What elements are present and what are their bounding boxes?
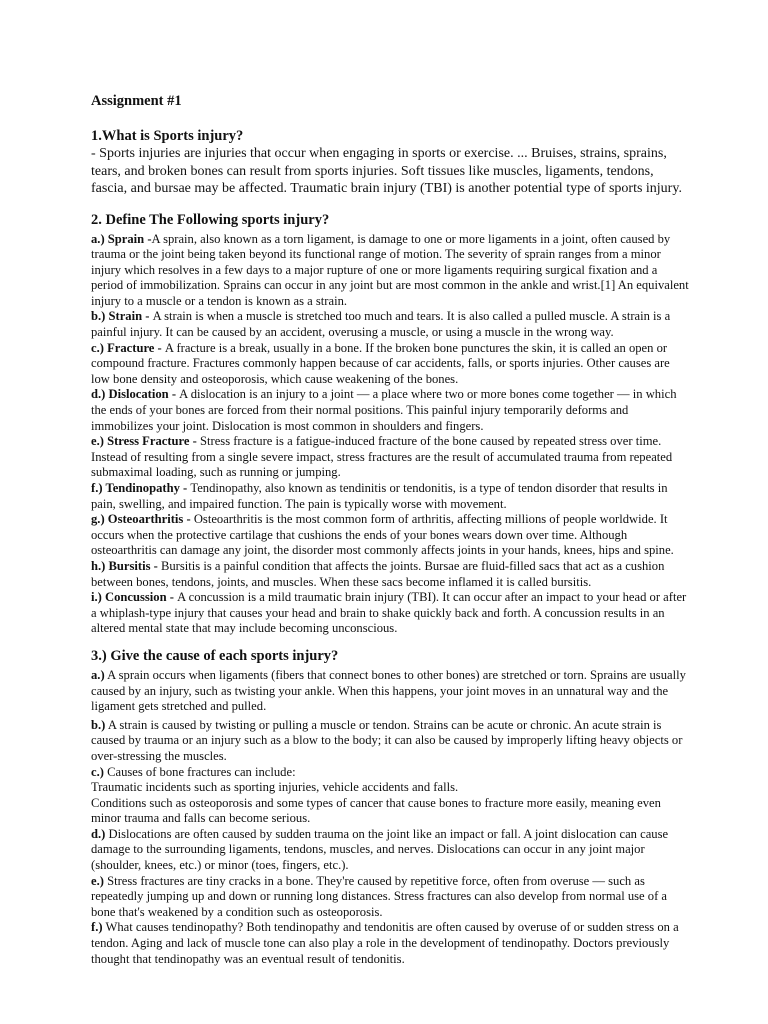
cause-text: A strain is caused by twisting or pulling a muscle or tendon. Strains can be acute or chronic. An acute strain is caused by trauma or an injury such as a blow to the body; it can also be caused by improperly lifting heavy objects or over-stressing the muscles.	[91, 717, 683, 763]
definition-text: A strain is when a muscle is stretched too much and tears. It is also called a pulled muscle. A strain is a painful injury. It can be caused by an accident, overusing a muscle, or using a muscle in the wrong way.	[91, 309, 671, 340]
cause-tendinopathy	[91, 920, 691, 967]
definition-label: b.) Strain -	[91, 309, 153, 324]
question-3-heading: 3.) Give the cause of each sports injury?	[91, 647, 339, 664]
definition-text: Tendinopathy, also known as tendinitis or tendonitis, is a type of tendon disorder that results in pain, swelling, and impaired function. The pain is typically worse with movement.	[91, 481, 668, 511]
definition-text: Osteoarthritis is the most common form of arthritis, affecting millions of people worldwide. It occurs when the protective cartilage that cushions the ends of your bones wears down over time. Although osteoarthritis can damage any joint, the disorder most commonly affects joints in your hands, knees, hips and spine.	[91, 512, 674, 558]
cause-text: Stress fractures are tiny cracks in a bone. They're caused by repetitive force, often from overuse — such as repeatedly jumping up and down or running long distances. Stress fractures can also develop from normal use of a bone that's weakened by a condition such as osteoporosis.	[91, 873, 668, 919]
cause-text: A sprain occurs when ligaments (fibers that connect bones to other bones) are stretched or torn. Sprains are usually caused by an injury, such as twisting your ankle. When this happens, your joint moves in an unnatural way and the ligament gets stretched and pulled.	[91, 667, 686, 714]
question-1-answer: - Sports injuries are injuries that occur when engaging in sports or exercise. ... Bruises, strains, sprains, tears, and broken bones can result from sports injuries. Soft tissues like muscles, ligaments, tendons, fascia, and bursae may be affected. Traumatic brain injury (TBI) is another potential type of sports injury.	[91, 146, 682, 196]
question-2-heading: 2. Define The Following sports injury?	[91, 211, 330, 228]
cause-strain	[91, 718, 691, 765]
cause-label: f.)	[91, 920, 103, 935]
definition-bursitis	[91, 559, 691, 590]
definition-text: A sprain, also known as a torn ligament, is damage to one or more ligaments in a joint, often caused by trauma or the joint being taken beyond its functional range of motion. The severity of sprain ranges from a minor injury which resolves in a few days to a major rupture of one or more ligaments requiring surgical fixation and a period of immobilization. Sprains can occur in any joint but are most common in the ankle and wrist.[1] An equivalent injury to a muscle or a tendon is known as a strain.	[91, 231, 689, 308]
definition-tendinopathy	[91, 481, 691, 512]
question-3	[91, 648, 691, 967]
cause-fracture	[91, 765, 691, 781]
definition-text: Stress fracture is a fatigue-induced fracture of the bone caused by repeated stress over time. Instead of resulting from a single severe impact, stress fractures are the result of accumulated trauma from repeated submaximal loading, such as running or jumping.	[91, 434, 673, 480]
cause-stress-fracture	[91, 874, 691, 921]
definition-strain	[91, 309, 691, 340]
definition-label: d.) Dislocation -	[91, 387, 180, 402]
definition-fracture	[91, 341, 691, 388]
definition-label: g.) Osteoarthritis -	[91, 512, 194, 527]
cause-text: Causes of bone fractures can include:	[103, 764, 296, 779]
cause-label: a.)	[91, 667, 105, 682]
document-title: Assignment #1	[91, 93, 182, 109]
cause-fracture-line-2: Conditions such as osteoporosis and some types of cancer that cause bones to fracture more easily, meaning even minor trauma and falls can become serious.	[91, 795, 661, 826]
cause-sprain	[91, 668, 691, 715]
cause-text: What causes tendinopathy? Both tendinopathy and tendonitis are often caused by overuse of or sudden stress on a tendon. Aging and lack of muscle tone can also play a role in the development of tendinopathy. Doctors previously thought that tendinopathy was an eventual result of tendonitis.	[91, 920, 679, 966]
cause-text: Dislocations are often caused by sudden trauma on the joint like an impact or fall. A joint dislocation can cause damage to the surrounding ligaments, tendons, muscles, and nerves. Dislocations can occur in any joint major (shoulder, knees, etc.) or minor (toes, fingers, etc.).	[91, 826, 669, 873]
definition-label: a.) Sprain -	[91, 231, 152, 246]
cause-label: e.)	[91, 873, 104, 888]
definition-label: h.) Bursitis -	[91, 558, 161, 573]
definition-text: A fracture is a break, usually in a bone. If the broken bone punctures the skin, it is called an open or compound fracture. Fractures commonly happen because of car accidents, falls, or sports injuries. Other causes are low bone density and osteoporosis, which cause weakening of the bones.	[91, 340, 670, 386]
definition-concussion	[91, 590, 691, 637]
cause-label: c.)	[91, 764, 104, 779]
cause-label: d.)	[91, 826, 106, 841]
definition-text: Bursitis is a painful condition that affects the joints. Bursae are fluid-filled sacs that act as a cushion between bones, tendons, joints, and muscles. When these sacs become inflamed it is called bursitis.	[91, 558, 665, 589]
definition-label: i.) Concussion -	[91, 590, 178, 605]
definition-stress-fracture	[91, 434, 691, 481]
cause-label: b.)	[91, 717, 106, 732]
question-1-heading: 1.What is Sports injury?	[91, 128, 244, 144]
document-body	[91, 93, 691, 967]
definition-label: e.) Stress Fracture -	[91, 434, 200, 449]
cause-dislocation	[91, 827, 691, 874]
cause-fracture-line-1: Traumatic incidents such as sporting injuries, vehicle accidents and falls.	[91, 780, 459, 795]
question-2	[91, 212, 691, 637]
definition-text: A concussion is a mild traumatic brain injury (TBI). It can occur after an impact to your head or after a whiplash-type injury that causes your head and brain to shake quickly back and forth. A concussion results in an altered mental state that may include becoming unconscious.	[91, 590, 687, 636]
definition-text: A dislocation is an injury to a joint — a place where two or more bones come together — in which the ends of your bones are forced from their normal positions. This painful injury temporarily deforms and immobilizes your joint. Dislocation is most common in shoulders and fingers.	[91, 387, 677, 433]
definition-sprain	[91, 232, 691, 310]
definition-label: c.) Fracture -	[91, 340, 165, 355]
definition-osteoarthritis	[91, 512, 691, 559]
definition-dislocation	[91, 387, 691, 434]
question-1	[91, 128, 691, 198]
definition-label: f.) Tendinopathy -	[91, 481, 191, 495]
